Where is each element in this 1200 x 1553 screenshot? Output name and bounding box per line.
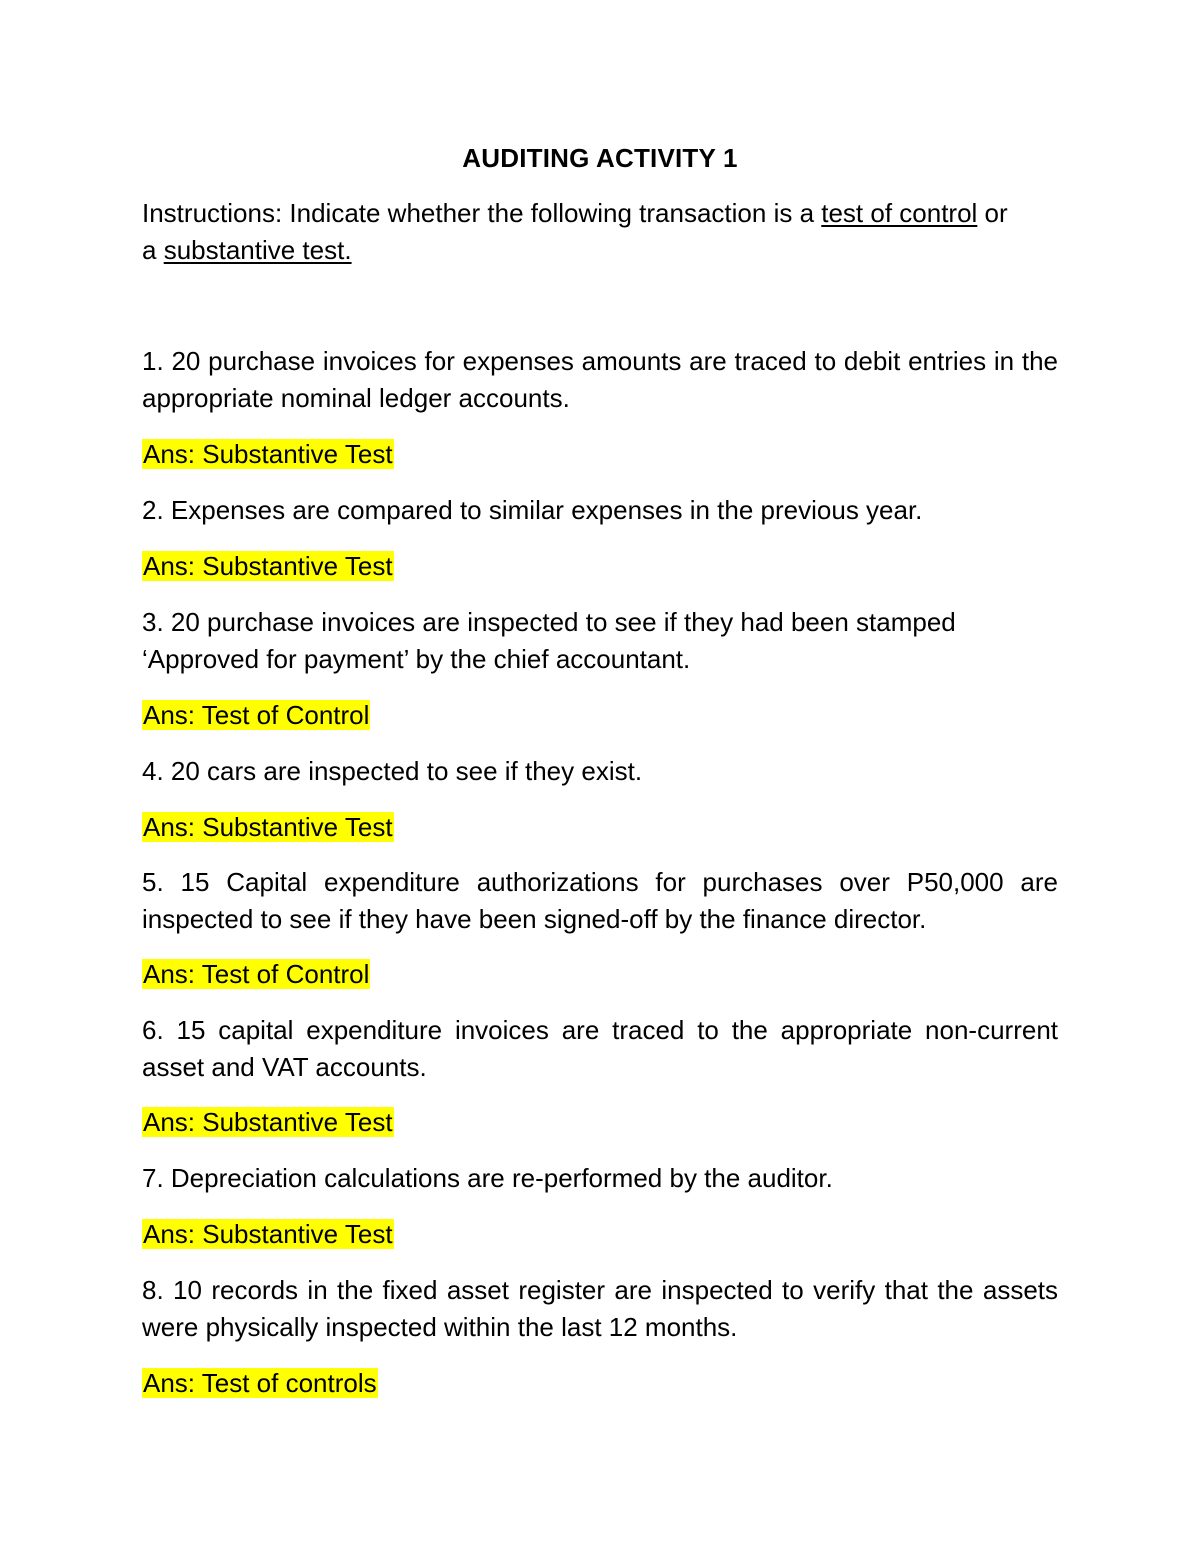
answer-2-highlight: Ans: Substantive Test [143, 551, 393, 581]
instructions [142, 195, 1058, 269]
answer-5 [142, 956, 370, 993]
question-8: 8. 10 records in the fixed asset register are inspected to verify that the assets were physically inspected within the last 12 months. [142, 1275, 1058, 1342]
answer-8-highlight: Ans: Test of controls [143, 1368, 377, 1398]
answer-3-highlight: Ans: Test of Control [143, 700, 370, 730]
answer-5-highlight: Ans: Test of Control [143, 959, 370, 989]
question-1: 1. 20 purchase invoices for expenses amounts are traced to debit entries in the appropriate nominal ledger accounts. [142, 346, 1058, 413]
answer-4 [142, 809, 394, 846]
question-6: 6. 15 capital expenditure invoices are traced to the appropriate non-current asset and VAT accounts. [142, 1015, 1058, 1082]
answer-7 [142, 1216, 394, 1253]
instructions-or: or [977, 198, 1008, 228]
answer-6 [142, 1104, 394, 1141]
answer-2 [142, 548, 394, 585]
instructions-a: a [142, 235, 164, 265]
instructions-prefix: Instructions: Indicate whether the following transaction is a [142, 198, 822, 228]
term-substantive-test: substantive test. [163, 235, 352, 265]
question-7: 7. Depreciation calculations are re-performed by the auditor. [142, 1163, 833, 1193]
document-title: AUDITING ACTIVITY 1 [462, 143, 738, 173]
answer-4-highlight: Ans: Substantive Test [143, 812, 393, 842]
question-3-line2: ‘Approved for payment’ by the chief accountant. [142, 644, 691, 674]
question-3 [142, 604, 1058, 678]
answer-6-highlight: Ans: Substantive Test [143, 1107, 393, 1137]
question-4: 4. 20 cars are inspected to see if they exist. [142, 756, 643, 786]
question-3-line1: 3. 20 purchase invoices are inspected to see if they had been stamped [142, 607, 956, 637]
term-test-of-control: test of control [821, 198, 978, 228]
question-5: 5. 15 Capital expenditure authorizations for purchases over P50,000 are inspected to see if they have been signed-off by the finance director. [142, 867, 1058, 934]
answer-1-highlight: Ans: Substantive Test [143, 439, 393, 469]
answer-1 [142, 436, 394, 473]
question-2: 2. Expenses are compared to similar expenses in the previous year. [142, 495, 923, 525]
answer-8 [142, 1365, 378, 1402]
answer-3 [142, 697, 370, 734]
answer-7-highlight: Ans: Substantive Test [143, 1219, 393, 1249]
